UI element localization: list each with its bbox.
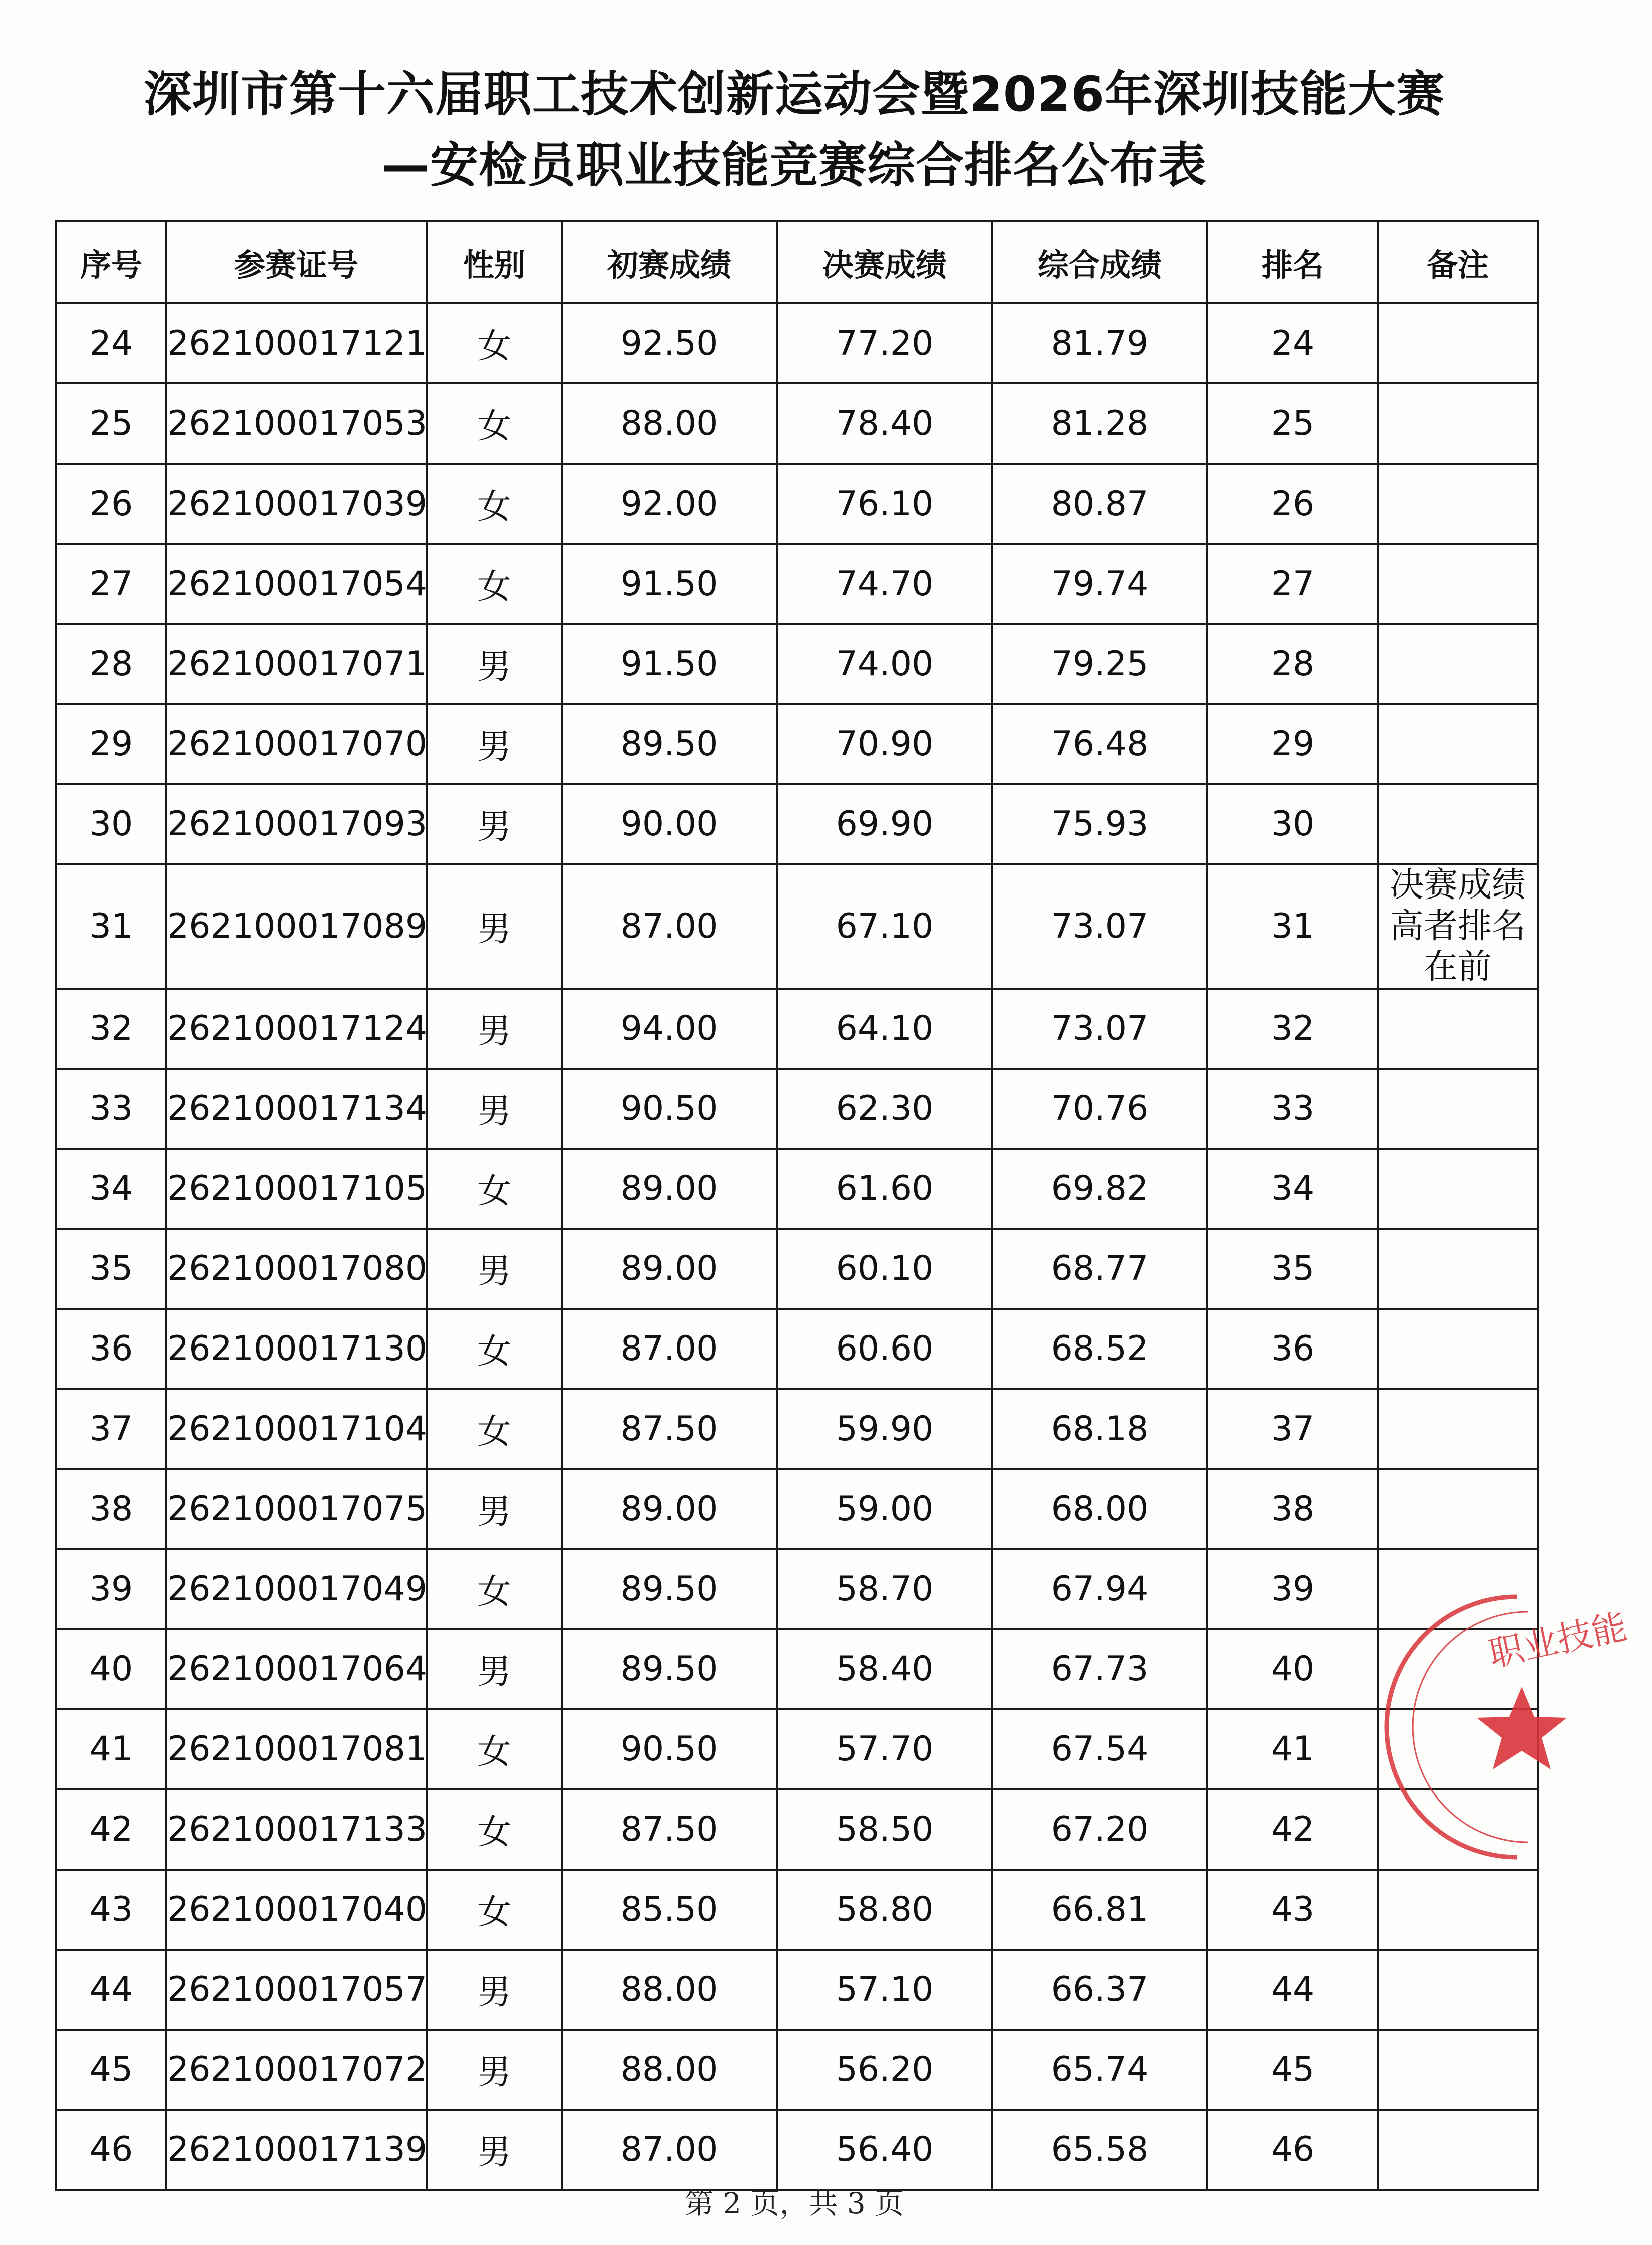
rank-cell: 39 (1207, 1549, 1378, 1629)
final-score-cell: 58.70 (777, 1549, 992, 1629)
prelim-score-cell: 90.50 (562, 1069, 777, 1149)
seq-cell: 26 (56, 464, 166, 544)
id-cell: 262100017081 (166, 1709, 427, 1789)
rank-cell: 25 (1207, 383, 1378, 464)
ranking-table (55, 220, 1539, 2191)
rank-cell: 31 (1207, 864, 1378, 989)
id-cell: 262100017104 (166, 1389, 427, 1469)
final-score-cell: 61.60 (777, 1149, 992, 1229)
rank-cell: 34 (1207, 1149, 1378, 1229)
final-score-cell: 74.00 (777, 624, 992, 704)
id-cell: 262100017040 (166, 1870, 427, 1950)
remark-cell (1378, 784, 1538, 864)
final-score-cell: 60.60 (777, 1309, 992, 1389)
prelim-score-cell: 92.00 (562, 464, 777, 544)
rank-cell: 43 (1207, 1870, 1378, 1950)
seq-cell: 25 (56, 383, 166, 464)
prelim-score-cell: 89.50 (562, 704, 777, 784)
final-score-cell: 60.10 (777, 1229, 992, 1309)
final-score-cell: 58.40 (777, 1629, 992, 1709)
seq-cell: 36 (56, 1309, 166, 1389)
overall-score-cell: 76.48 (992, 704, 1207, 784)
overall-score-cell: 80.87 (992, 464, 1207, 544)
header-cell: 初赛成绩 (562, 221, 777, 303)
rank-cell: 40 (1207, 1629, 1378, 1709)
remark-cell: 决赛成绩高者排名在前 (1378, 864, 1538, 989)
overall-score-cell: 67.20 (992, 1789, 1207, 1870)
rank-cell: 24 (1207, 303, 1378, 383)
table-row (56, 1709, 1538, 1789)
rank-cell: 35 (1207, 1229, 1378, 1309)
overall-score-cell: 81.79 (992, 303, 1207, 383)
final-score-cell: 64.10 (777, 989, 992, 1069)
prelim-score-cell: 89.00 (562, 1149, 777, 1229)
prelim-score-cell: 87.00 (562, 864, 777, 989)
prelim-score-cell: 88.00 (562, 2030, 777, 2110)
table-row (56, 2030, 1538, 2110)
prelim-score-cell: 88.00 (562, 1950, 777, 2030)
table-header-row (56, 221, 1538, 303)
prelim-score-cell: 87.50 (562, 1789, 777, 1870)
rank-cell: 26 (1207, 464, 1378, 544)
table-row (56, 624, 1538, 704)
gender-cell: 男 (427, 704, 562, 784)
prelim-score-cell: 89.50 (562, 1629, 777, 1709)
overall-score-cell: 79.25 (992, 624, 1207, 704)
id-cell: 262100017093 (166, 784, 427, 864)
id-cell: 262100017134 (166, 1069, 427, 1149)
gender-cell: 女 (427, 1309, 562, 1389)
overall-score-cell: 67.54 (992, 1709, 1207, 1789)
seq-cell: 24 (56, 303, 166, 383)
id-cell: 262100017124 (166, 989, 427, 1069)
overall-score-cell: 70.76 (992, 1069, 1207, 1149)
gender-cell: 男 (427, 1950, 562, 2030)
gender-cell: 男 (427, 1469, 562, 1549)
id-cell: 262100017053 (166, 383, 427, 464)
final-score-cell: 77.20 (777, 303, 992, 383)
overall-score-cell: 73.07 (992, 989, 1207, 1069)
header-cell: 备注 (1378, 221, 1538, 303)
prelim-score-cell: 91.50 (562, 544, 777, 624)
final-score-cell: 58.50 (777, 1789, 992, 1870)
table-row (56, 1549, 1538, 1629)
remark-cell (1378, 1069, 1538, 1149)
rank-cell: 32 (1207, 989, 1378, 1069)
overall-score-cell: 73.07 (992, 864, 1207, 989)
rank-cell: 41 (1207, 1709, 1378, 1789)
header-cell: 性别 (427, 221, 562, 303)
id-cell: 262100017130 (166, 1309, 427, 1389)
table-row (56, 383, 1538, 464)
seq-cell: 44 (56, 1950, 166, 2030)
remark-cell (1378, 464, 1538, 544)
remark-cell (1378, 704, 1538, 784)
id-cell: 262100017049 (166, 1549, 427, 1629)
final-score-cell: 59.00 (777, 1469, 992, 1549)
overall-score-cell: 66.37 (992, 1950, 1207, 2030)
final-score-cell: 57.70 (777, 1709, 992, 1789)
seq-cell: 31 (56, 864, 166, 989)
document-title-line2: —安检员职业技能竞赛综合排名公布表 (381, 137, 1207, 193)
prelim-score-cell: 94.00 (562, 989, 777, 1069)
id-cell: 262100017071 (166, 624, 427, 704)
remark-cell (1378, 1389, 1538, 1469)
header-cell: 决赛成绩 (777, 221, 992, 303)
remark-cell (1378, 624, 1538, 704)
prelim-score-cell: 87.00 (562, 1309, 777, 1389)
seq-cell: 39 (56, 1549, 166, 1629)
seq-cell: 38 (56, 1469, 166, 1549)
overall-score-cell: 68.52 (992, 1309, 1207, 1389)
gender-cell: 男 (427, 989, 562, 1069)
gender-cell: 女 (427, 1389, 562, 1469)
rank-cell: 33 (1207, 1069, 1378, 1149)
prelim-score-cell: 89.00 (562, 1229, 777, 1309)
overall-score-cell: 79.74 (992, 544, 1207, 624)
table-row (56, 1629, 1538, 1709)
remark-cell (1378, 1549, 1538, 1629)
prelim-score-cell: 90.50 (562, 1709, 777, 1789)
table-row (56, 1469, 1538, 1549)
seq-cell: 45 (56, 2030, 166, 2110)
table-row (56, 544, 1538, 624)
remark-cell (1378, 989, 1538, 1069)
rank-cell: 37 (1207, 1389, 1378, 1469)
remark-cell (1378, 383, 1538, 464)
remark-cell (1378, 1229, 1538, 1309)
rank-cell: 27 (1207, 544, 1378, 624)
overall-score-cell: 68.00 (992, 1469, 1207, 1549)
table-row (56, 1950, 1538, 2030)
rank-cell: 44 (1207, 1950, 1378, 2030)
seq-cell: 30 (56, 784, 166, 864)
prelim-score-cell: 92.50 (562, 303, 777, 383)
header-cell: 序号 (56, 221, 166, 303)
seq-cell: 35 (56, 1229, 166, 1309)
rank-cell: 28 (1207, 624, 1378, 704)
table-row (56, 1389, 1538, 1469)
seq-cell: 40 (56, 1629, 166, 1709)
table-row (56, 464, 1538, 544)
header-cell: 综合成绩 (992, 221, 1207, 303)
remark-cell (1378, 544, 1538, 624)
seq-cell: 34 (56, 1149, 166, 1229)
prelim-score-cell: 89.50 (562, 1549, 777, 1629)
table-row (56, 864, 1538, 989)
gender-cell: 女 (427, 1789, 562, 1870)
remark-cell (1378, 1950, 1538, 2030)
remark-cell (1378, 1149, 1538, 1229)
final-score-cell: 74.70 (777, 544, 992, 624)
id-cell: 262100017121 (166, 303, 427, 383)
remark-cell (1378, 1789, 1538, 1870)
seq-cell: 43 (56, 1870, 166, 1950)
gender-cell: 男 (427, 624, 562, 704)
overall-score-cell: 68.77 (992, 1229, 1207, 1309)
id-cell: 262100017133 (166, 1789, 427, 1870)
table-row (56, 1309, 1538, 1389)
table-row (56, 1069, 1538, 1149)
rank-cell: 30 (1207, 784, 1378, 864)
overall-score-cell: 66.81 (992, 1870, 1207, 1950)
final-score-cell: 59.90 (777, 1389, 992, 1469)
seq-cell: 37 (56, 1389, 166, 1469)
gender-cell: 女 (427, 464, 562, 544)
svg-text:职业技能: 职业技能 (1485, 1606, 1631, 1675)
remark-cell (1378, 1629, 1538, 1709)
final-score-cell: 70.90 (777, 704, 992, 784)
remark-cell (1378, 1870, 1538, 1950)
rank-cell: 29 (1207, 704, 1378, 784)
table-row (56, 303, 1538, 383)
table-row (56, 1229, 1538, 1309)
overall-score-cell: 75.93 (992, 784, 1207, 864)
final-score-cell: 56.20 (777, 2030, 992, 2110)
final-score-cell: 58.80 (777, 1870, 992, 1950)
gender-cell: 男 (427, 784, 562, 864)
gender-cell: 男 (427, 1229, 562, 1309)
overall-score-cell: 67.73 (992, 1629, 1207, 1709)
id-cell: 262100017039 (166, 464, 427, 544)
prelim-score-cell: 85.50 (562, 1870, 777, 1950)
header-cell: 排名 (1207, 221, 1378, 303)
gender-cell: 女 (427, 303, 562, 383)
id-cell: 262100017054 (166, 544, 427, 624)
gender-cell: 男 (427, 1069, 562, 1149)
prelim-score-cell: 88.00 (562, 383, 777, 464)
id-cell: 262100017057 (166, 1950, 427, 2030)
seq-cell: 28 (56, 624, 166, 704)
table-row (56, 1789, 1538, 1870)
gender-cell: 女 (427, 1149, 562, 1229)
remark-cell (1378, 1469, 1538, 1549)
gender-cell: 男 (427, 1629, 562, 1709)
rank-cell: 46 (1207, 2110, 1378, 2190)
prelim-score-cell: 87.50 (562, 1389, 777, 1469)
seq-cell: 46 (56, 2110, 166, 2190)
overall-score-cell: 68.18 (992, 1389, 1207, 1469)
overall-score-cell: 65.74 (992, 2030, 1207, 2110)
seq-cell: 27 (56, 544, 166, 624)
final-score-cell: 76.10 (777, 464, 992, 544)
gender-cell: 男 (427, 2030, 562, 2110)
remark-cell (1378, 2030, 1538, 2110)
id-cell: 262100017080 (166, 1229, 427, 1309)
remark-cell (1378, 1309, 1538, 1389)
remark-cell (1378, 1709, 1538, 1789)
seq-cell: 32 (56, 989, 166, 1069)
table-row (56, 989, 1538, 1069)
final-score-cell: 56.40 (777, 2110, 992, 2190)
rank-cell: 45 (1207, 2030, 1378, 2110)
page-footer: 第 2 页，共 3 页 (684, 2186, 904, 2220)
gender-cell: 女 (427, 1709, 562, 1789)
gender-cell: 女 (427, 544, 562, 624)
prelim-score-cell: 89.00 (562, 1469, 777, 1549)
gender-cell: 女 (427, 383, 562, 464)
table-row (56, 2110, 1538, 2190)
table-row (56, 704, 1538, 784)
seq-cell: 33 (56, 1069, 166, 1149)
final-score-cell: 57.10 (777, 1950, 992, 2030)
id-cell: 262100017139 (166, 2110, 427, 2190)
id-cell: 262100017072 (166, 2030, 427, 2110)
prelim-score-cell: 87.00 (562, 2110, 777, 2190)
remark-cell (1378, 303, 1538, 383)
final-score-cell: 69.90 (777, 784, 992, 864)
table-row (56, 784, 1538, 864)
final-score-cell: 67.10 (777, 864, 992, 989)
seq-cell: 42 (56, 1789, 166, 1870)
id-cell: 262100017105 (166, 1149, 427, 1229)
overall-score-cell: 81.28 (992, 383, 1207, 464)
final-score-cell: 78.40 (777, 383, 992, 464)
gender-cell: 女 (427, 1870, 562, 1950)
id-cell: 262100017064 (166, 1629, 427, 1709)
rank-cell: 38 (1207, 1469, 1378, 1549)
rank-cell: 42 (1207, 1789, 1378, 1870)
id-cell: 262100017089 (166, 864, 427, 989)
id-cell: 262100017070 (166, 704, 427, 784)
remark-cell (1378, 2110, 1538, 2190)
seq-cell: 29 (56, 704, 166, 784)
header-cell: 参赛证号 (166, 221, 427, 303)
overall-score-cell: 69.82 (992, 1149, 1207, 1229)
prelim-score-cell: 90.00 (562, 784, 777, 864)
table-row (56, 1870, 1538, 1950)
prelim-score-cell: 91.50 (562, 624, 777, 704)
gender-cell: 女 (427, 1549, 562, 1629)
seq-cell: 41 (56, 1709, 166, 1789)
document-title-line1: 深圳市第十六届职工技术创新运动会暨2026年深圳技能大赛 (143, 66, 1445, 122)
rank-cell: 36 (1207, 1309, 1378, 1389)
id-cell: 262100017075 (166, 1469, 427, 1549)
gender-cell: 男 (427, 864, 562, 989)
table-row (56, 1149, 1538, 1229)
overall-score-cell: 67.94 (992, 1549, 1207, 1629)
gender-cell: 男 (427, 2110, 562, 2190)
overall-score-cell: 65.58 (992, 2110, 1207, 2190)
final-score-cell: 62.30 (777, 1069, 992, 1149)
